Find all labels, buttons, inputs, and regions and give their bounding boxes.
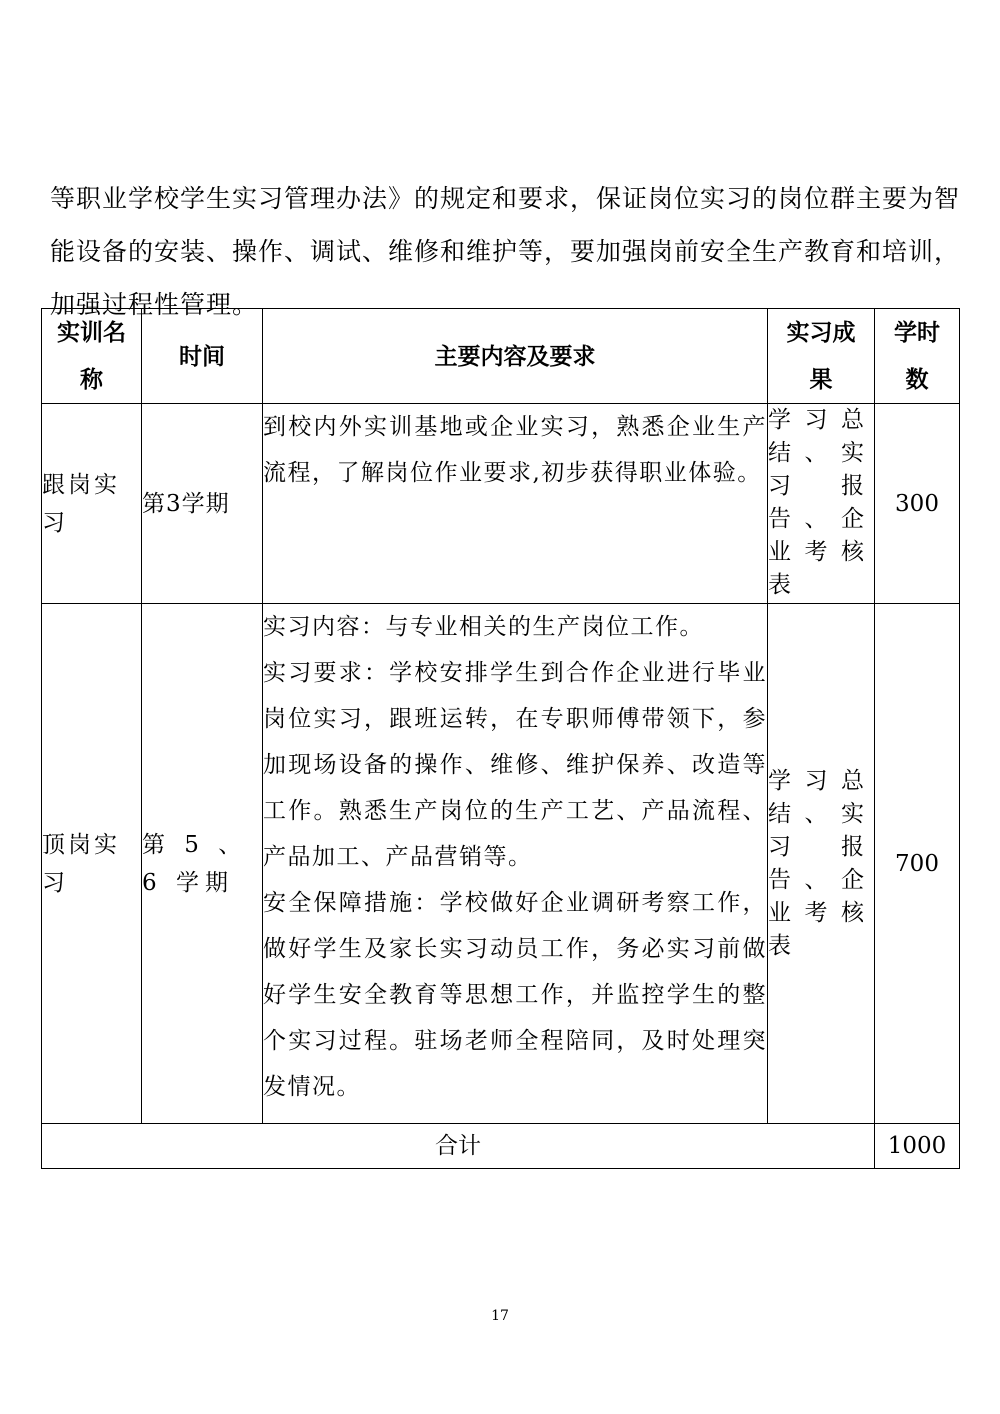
table-total-row: [42, 1124, 960, 1169]
row-content-paragraph: 到校内外实训基地或企业实习，熟悉企业生产流程，了解岗位作业要求,初步获得职业体验。: [263, 414, 767, 486]
row-content: [263, 604, 768, 1124]
internship-table: [41, 308, 960, 1169]
row-time: 第 5 、6 学期: [142, 604, 263, 1124]
row-hours: 300: [875, 404, 960, 604]
row-result: 学习总结、实习报告、企业考核表: [768, 604, 875, 1124]
row-content-paragraph: 实习内容：与专业相关的生产岗位工作。: [263, 614, 704, 640]
row-content-paragraph: 安全保障措施：学校做好企业调研考察工作，做好学生及家长实习动员工作，务必实习前做好学生安全教育等思想工作，并监控学生的整个实习过程。驻场老师全程陪同，及时处理突发情况。: [263, 890, 767, 1100]
header-time: 时间: [142, 309, 263, 404]
intro-paragraph: 等职业学校学生实习管理办法》的规定和要求，保证岗位实习的岗位群主要为智能设备的安装、操作、调试、维修和维护等，要加强岗前安全生产教育和培训，加强过程性管理。: [50, 184, 961, 319]
table-header-row: [42, 309, 960, 404]
table-row: [42, 404, 960, 604]
row-content-paragraph: 实习要求：学校安排学生到合作企业进行毕业岗位实习，跟班运转，在专职师傅带领下，参加现场设备的操作、维修、维护保养、改造等工作。熟悉生产岗位的生产工艺、产品流程、产品加工、产品营销等。: [263, 660, 767, 870]
row-hours: 700: [875, 604, 960, 1124]
row-name: 跟岗实习: [42, 404, 142, 604]
page-number: 17: [491, 1308, 509, 1324]
row-content: [263, 404, 768, 604]
header-hours: 学时数: [875, 309, 960, 404]
row-time: 第3学期: [142, 404, 263, 604]
row-result: 学习总结、实习报告、企业考核表: [768, 404, 875, 604]
total-hours: 1000: [875, 1124, 960, 1169]
total-label: 合计: [42, 1124, 875, 1169]
header-result: 实习成果: [768, 309, 875, 404]
header-name: 实训名称: [42, 309, 142, 404]
header-content: 主要内容及要求: [263, 309, 768, 404]
table-row: [42, 604, 960, 1124]
row-name: 顶岗实习: [42, 604, 142, 1124]
